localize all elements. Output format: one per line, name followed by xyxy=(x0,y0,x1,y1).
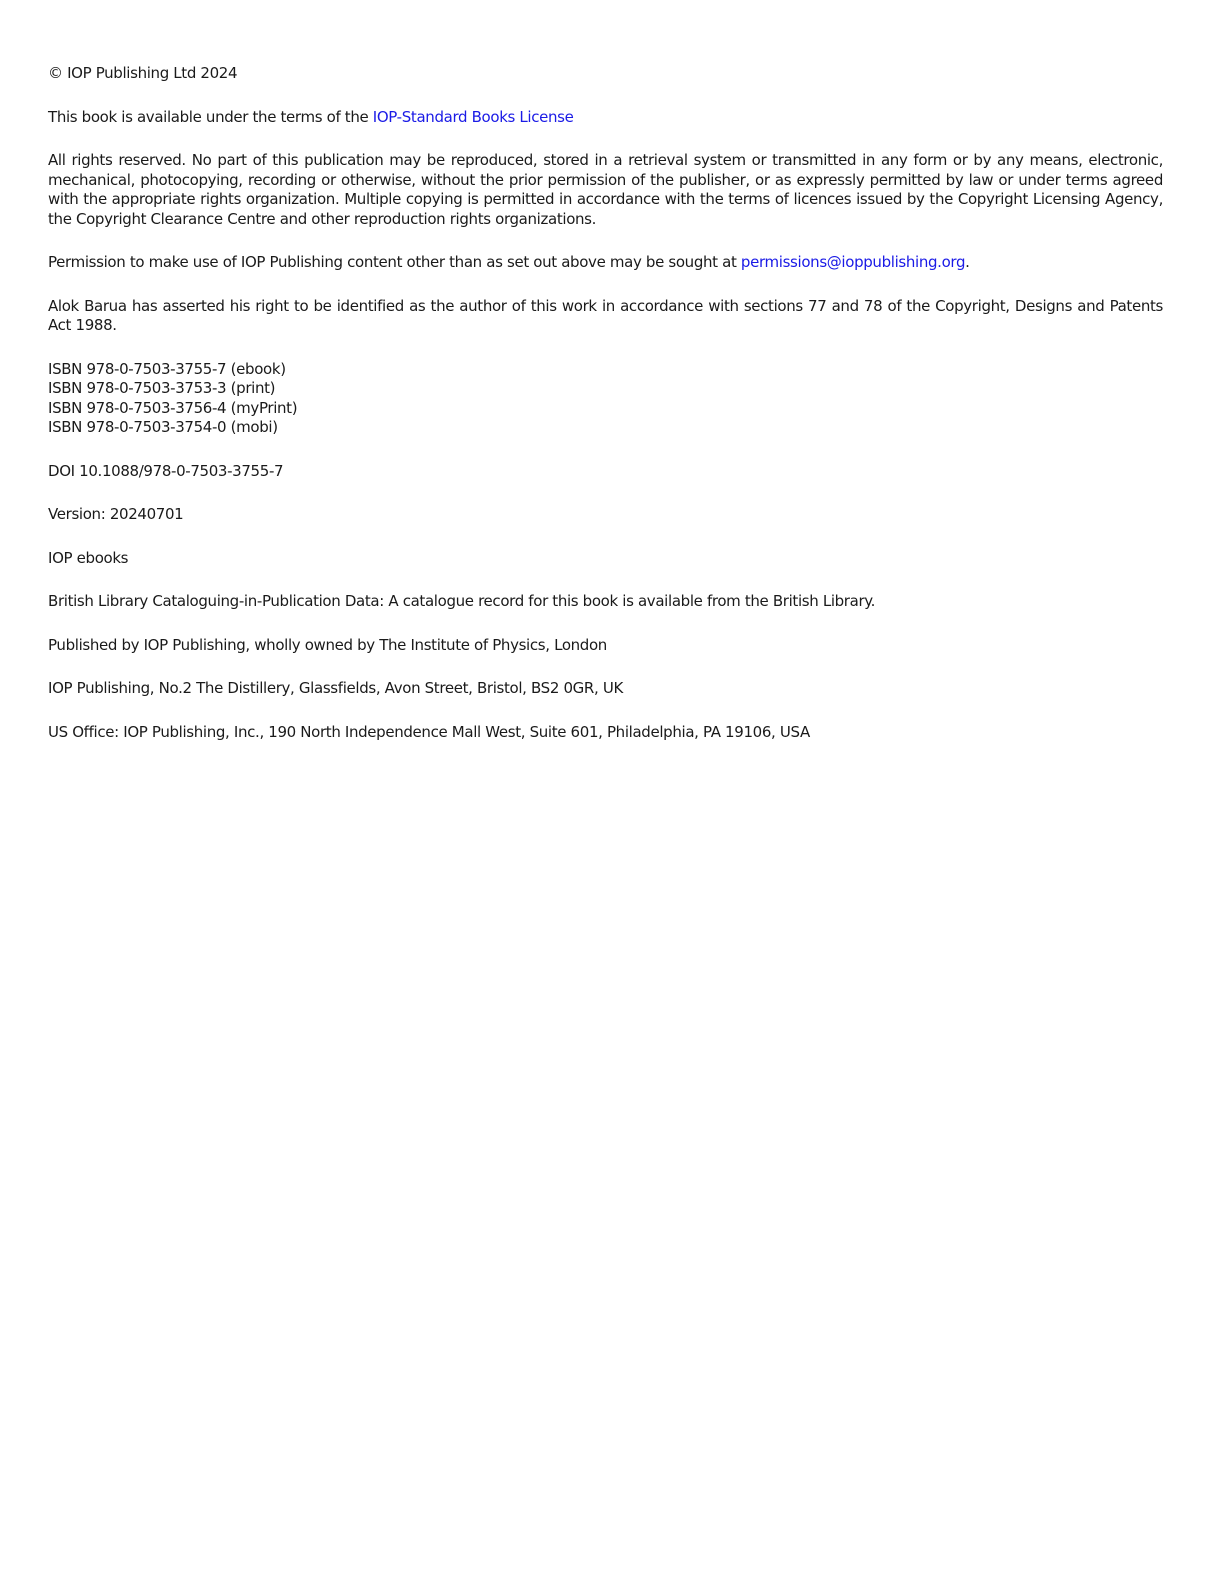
isbn-print: ISBN 978-0-7503-3753-3 (print) xyxy=(48,379,276,397)
isbn-list xyxy=(48,360,1163,438)
permission-suffix: . xyxy=(965,253,970,271)
permission-prefix: Permission to make use of IOP Publishing content other than as set out above may be sought at xyxy=(48,253,741,271)
series-line: IOP ebooks xyxy=(48,548,129,567)
isbn-myprint: ISBN 978-0-7503-3756-4 (myPrint) xyxy=(48,398,298,417)
license-statement xyxy=(48,108,1163,128)
permissions-email-link[interactable]: permissions@ioppublishing.org xyxy=(740,253,966,271)
version-line: Version: 20240701 xyxy=(48,505,184,523)
uk-address: IOP Publishing, No.2 The Distillery, Glassfields, Avon Street, Bristol, BS2 0GR, UK xyxy=(48,679,623,697)
isbn-mobi: ISBN 978-0-7503-3754-0 (mobi) xyxy=(48,418,278,436)
copyright-page xyxy=(48,64,1163,766)
copyright-line: © IOP Publishing Ltd 2024 xyxy=(48,64,238,82)
author-assertion: Alok Barua has asserted his right to be identified as the author of this work in accordance with sections 77 and 78 of the Copyright, Designs and Patents Act 1988. xyxy=(48,296,1163,334)
license-prefix: This book is available under the terms of the xyxy=(48,107,373,126)
license-link[interactable]: IOP-Standard Books License xyxy=(372,107,574,126)
rights-reserved-paragraph: All rights reserved. No part of this publication may be reproduced, stored in a retrieval system or transmitted in any form or by any means, electronic, mechanical, photocopying, recording or otherwise, without the prior permission of the publisher, or as expressly permitted by law or under terms agreed with the appropriate rights organization. Multiple copying is permitted in accordance with the terms of licences issued by the Copyright Licensing Agency, the Copyright Clearance Centre and other reproduction rights organizations. xyxy=(48,151,1163,228)
permission-statement xyxy=(48,253,1163,273)
isbn-ebook: ISBN 978-0-7503-3755-7 (ebook) xyxy=(48,359,286,378)
cip-statement: British Library Cataloguing-in-Publication Data: A catalogue record for this book is available from the British Library. xyxy=(48,592,876,610)
doi-line: DOI 10.1088/978-0-7503-3755-7 xyxy=(48,461,284,480)
us-office-address: US Office: IOP Publishing, Inc., 190 North Independence Mall West, Suite 601, Philadelphia, PA 19106, USA xyxy=(48,722,810,741)
publisher-statement: Published by IOP Publishing, wholly owned by The Institute of Physics, London xyxy=(48,635,607,654)
